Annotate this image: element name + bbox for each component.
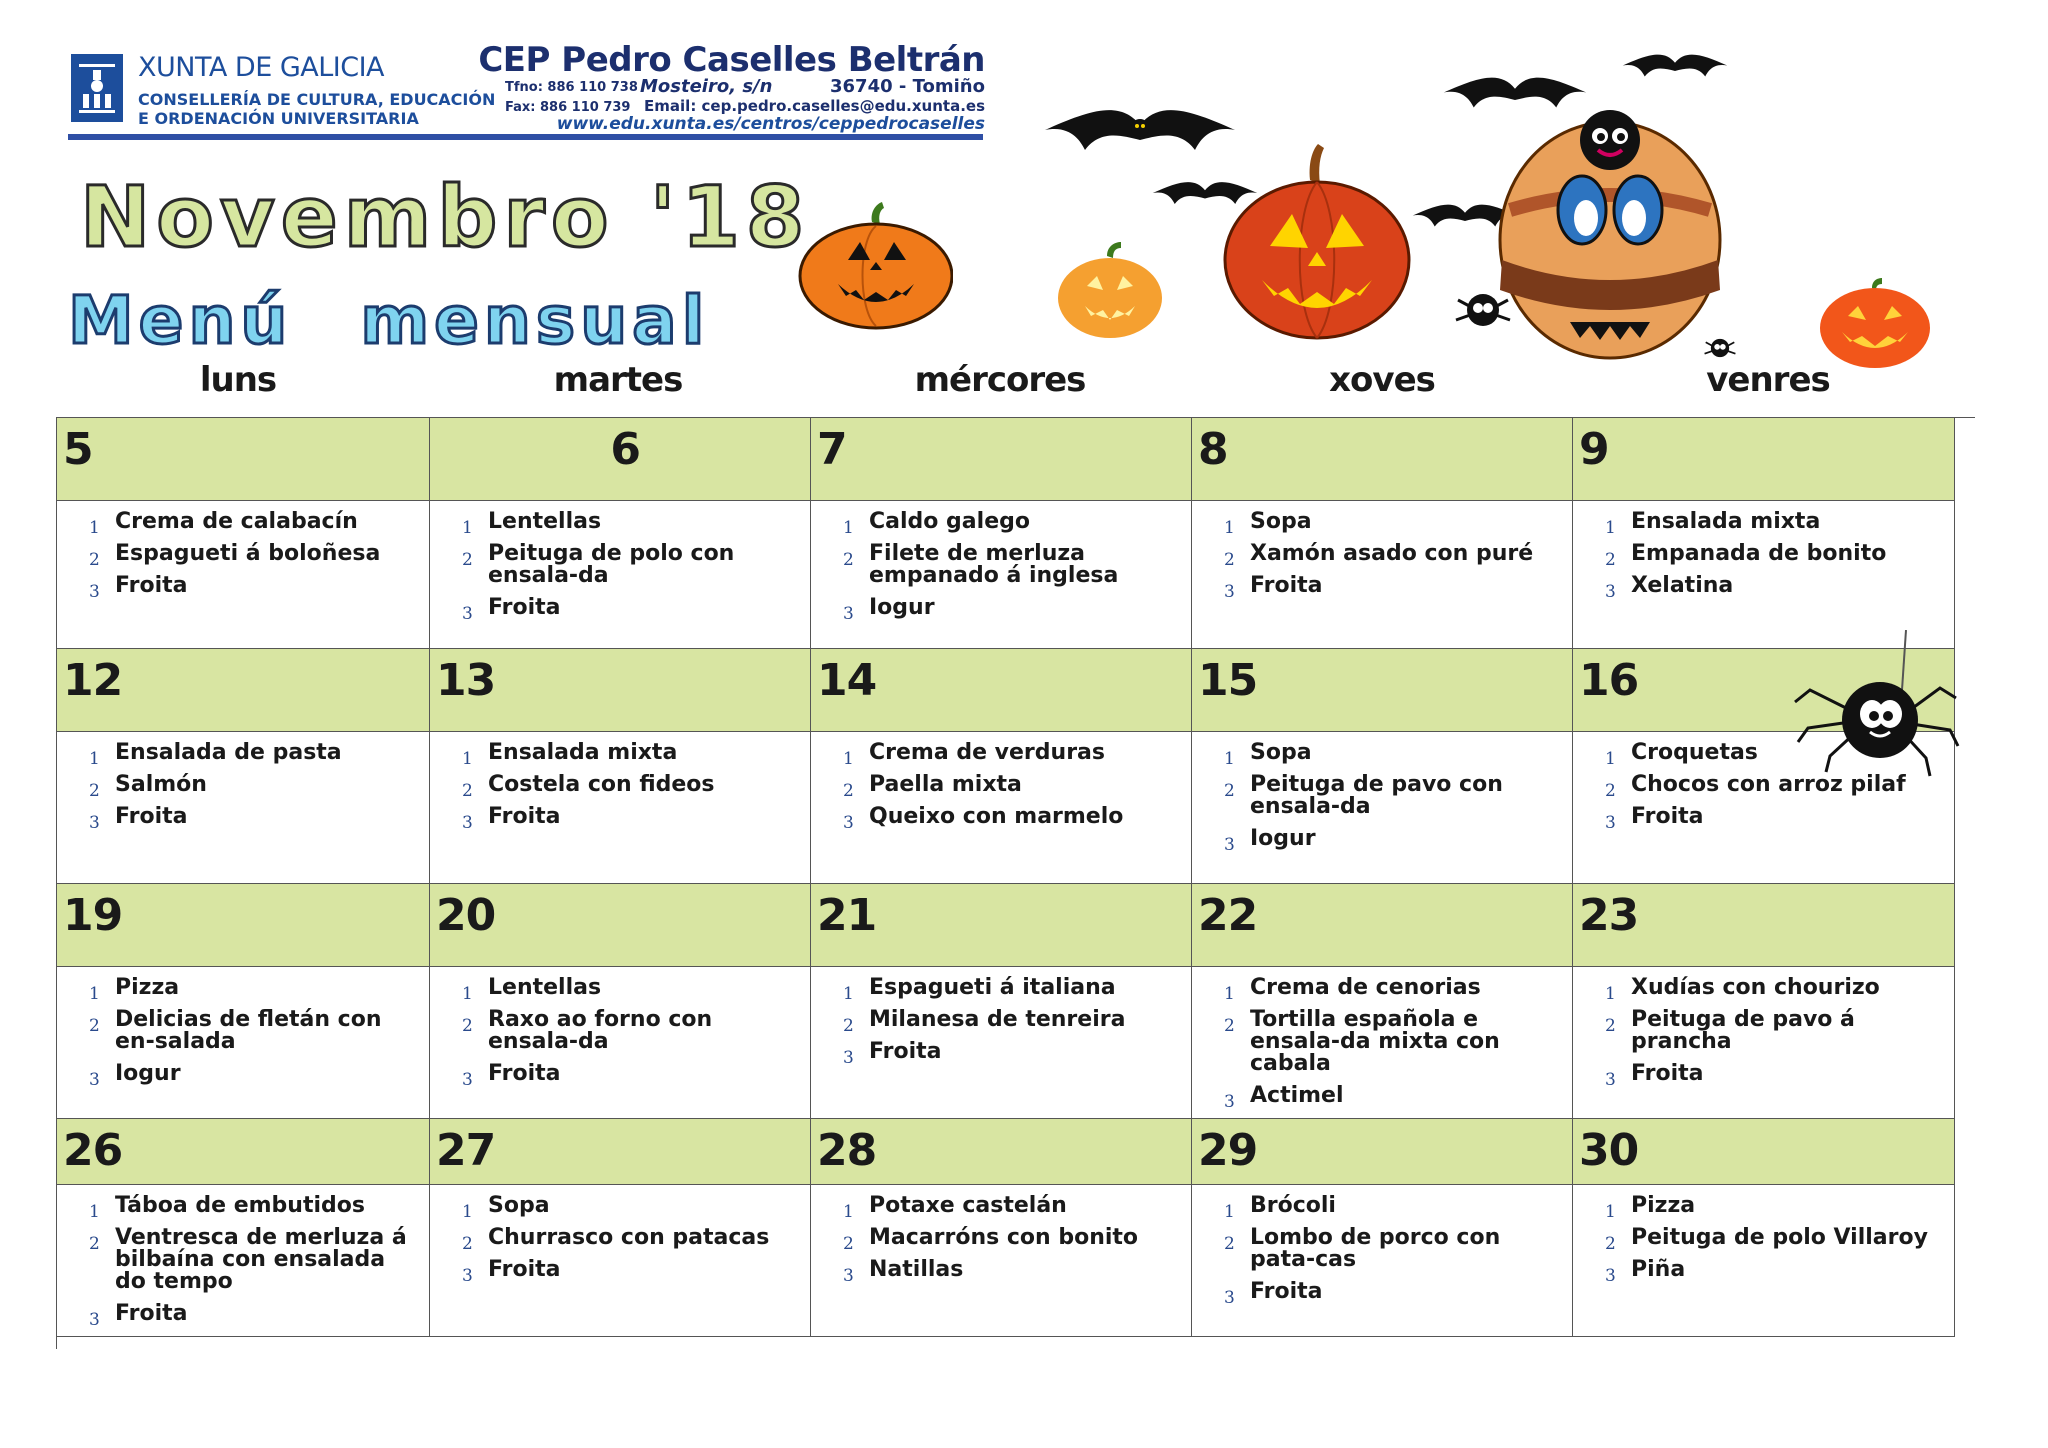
month-title: Novembro '18 bbox=[80, 168, 811, 266]
weekday-martes: martes bbox=[553, 360, 683, 400]
dish-name: Tortilla española e ensala-da mixta con cabala bbox=[1250, 1007, 1500, 1076]
menu-cell bbox=[1573, 1185, 1955, 1337]
day-number: 19 bbox=[63, 890, 123, 941]
day-header-cell bbox=[811, 1119, 1192, 1185]
dish-number: 2 bbox=[1224, 1234, 1235, 1254]
dish-name: Froita bbox=[1250, 573, 1323, 598]
dish-item bbox=[71, 1227, 415, 1293]
menu-cell bbox=[1192, 967, 1573, 1119]
dish-name: Ensalada de pasta bbox=[115, 740, 342, 765]
dish-number: 3 bbox=[1224, 582, 1235, 602]
school-address: Mosteiro, s/n bbox=[640, 76, 773, 97]
dish-number: 2 bbox=[462, 1234, 473, 1254]
menu-cell bbox=[1192, 732, 1573, 884]
dish-number: 2 bbox=[89, 1234, 100, 1254]
dish-number: 1 bbox=[462, 749, 473, 769]
dish-item bbox=[825, 740, 1177, 769]
dish-number: 2 bbox=[843, 550, 854, 570]
dish-item bbox=[71, 1061, 415, 1090]
dish-name: Iogur bbox=[869, 595, 935, 620]
school-phone: Tfno: 886 110 738 bbox=[505, 80, 638, 95]
dish-number: 2 bbox=[1605, 550, 1616, 570]
dish-item bbox=[825, 1257, 1177, 1286]
menu-cell bbox=[1573, 967, 1955, 1119]
dish-name: Pizza bbox=[1631, 1193, 1696, 1218]
dish-name: Crema de verduras bbox=[869, 740, 1105, 765]
menu-cell bbox=[430, 967, 811, 1119]
day-header-cell bbox=[57, 884, 430, 967]
dish-name: Froita bbox=[869, 1039, 942, 1064]
day-header-cell bbox=[1573, 418, 1955, 501]
dish-list bbox=[1206, 742, 1558, 860]
dish-name: Lentellas bbox=[488, 975, 602, 1000]
day-number: 20 bbox=[436, 890, 496, 941]
dish-name: Peituga de polo con ensala-da bbox=[488, 541, 735, 588]
day-header-cell bbox=[811, 884, 1192, 967]
day-header-cell bbox=[1192, 418, 1573, 501]
dish-name: Peituga de pavo con ensala-da bbox=[1250, 772, 1503, 819]
dish-item bbox=[1206, 509, 1558, 538]
dish-item bbox=[825, 975, 1177, 1004]
dish-name: Ensalada mixta bbox=[488, 740, 678, 765]
dish-item bbox=[1206, 774, 1558, 818]
dish-name: Peituga de pavo á prancha bbox=[1631, 1007, 1855, 1054]
dish-name: Sopa bbox=[1250, 740, 1312, 765]
dish-list bbox=[1206, 977, 1558, 1117]
dish-number: 1 bbox=[462, 1202, 473, 1222]
dish-name: Froita bbox=[115, 573, 188, 598]
org-department bbox=[138, 90, 495, 128]
day-header-cell bbox=[430, 884, 811, 967]
dish-number: 3 bbox=[1224, 835, 1235, 855]
dish-number: 3 bbox=[89, 1310, 100, 1330]
xunta-de-galicia-logo-block bbox=[68, 52, 496, 132]
weekday-mercores: mércores bbox=[914, 360, 1086, 400]
dish-name: Xamón asado con puré bbox=[1250, 541, 1534, 566]
dish-item bbox=[444, 1225, 796, 1254]
dish-list bbox=[1587, 511, 1940, 607]
dish-name: Xudías con chourizo bbox=[1631, 975, 1880, 1000]
day-number: 22 bbox=[1198, 890, 1258, 941]
menu-cell bbox=[57, 501, 430, 649]
dish-number: 3 bbox=[89, 1070, 100, 1090]
dish-number: 2 bbox=[89, 781, 100, 801]
dish-number: 1 bbox=[1224, 749, 1235, 769]
spider-icon bbox=[1790, 630, 1960, 780]
dish-name: Churrasco con patacas bbox=[488, 1225, 770, 1250]
pumpkin-icon bbox=[1818, 276, 1933, 371]
dish-number: 1 bbox=[89, 1202, 100, 1222]
dish-item bbox=[1587, 1225, 1940, 1254]
dish-item bbox=[71, 740, 415, 769]
dish-item bbox=[1587, 573, 1940, 602]
dish-number: 1 bbox=[843, 518, 854, 538]
school-name: CEP Pedro Caselles Beltrán bbox=[478, 40, 985, 80]
org-dept-line1: CONSELLERÍA DE CULTURA, EDUCACIÓN bbox=[138, 90, 496, 109]
dish-name: Lentellas bbox=[488, 509, 602, 534]
dish-number: 2 bbox=[462, 1016, 473, 1036]
dish-item bbox=[1206, 1227, 1558, 1271]
menu-cell bbox=[430, 1185, 811, 1337]
dish-item bbox=[825, 1039, 1177, 1068]
day-header-cell bbox=[430, 649, 811, 732]
dish-number: 3 bbox=[1605, 582, 1616, 602]
menu-cell bbox=[57, 1185, 430, 1337]
dish-number: 1 bbox=[89, 984, 100, 1004]
day-number: 29 bbox=[1198, 1125, 1258, 1176]
pumpkin-icon bbox=[1055, 240, 1165, 340]
school-info bbox=[478, 40, 985, 135]
dish-name: Raxo ao forno con ensala-da bbox=[488, 1007, 713, 1054]
dish-name: Sopa bbox=[1250, 509, 1312, 534]
dish-number: 1 bbox=[843, 1202, 854, 1222]
dish-name: Crema de cenorias bbox=[1250, 975, 1481, 1000]
dish-item bbox=[1206, 1083, 1558, 1112]
dish-item bbox=[1206, 573, 1558, 602]
header-divider bbox=[68, 134, 983, 140]
dish-item bbox=[825, 509, 1177, 538]
dish-number: 2 bbox=[89, 550, 100, 570]
dish-item bbox=[1587, 541, 1940, 570]
dish-number: 3 bbox=[89, 813, 100, 833]
dish-number: 3 bbox=[843, 1048, 854, 1068]
dish-name: Espagueti á boloñesa bbox=[115, 541, 381, 566]
dish-item bbox=[71, 975, 415, 1004]
dish-list bbox=[1206, 511, 1558, 607]
dish-item bbox=[71, 573, 415, 602]
dish-item bbox=[825, 1007, 1177, 1036]
dish-item bbox=[1587, 509, 1940, 538]
dish-item bbox=[1206, 1193, 1558, 1222]
day-number: 7 bbox=[817, 424, 847, 475]
dish-list bbox=[444, 742, 796, 838]
dish-number: 1 bbox=[1605, 749, 1616, 769]
bat-icon bbox=[1040, 70, 1240, 170]
dish-name: Macarróns con bonito bbox=[869, 1225, 1139, 1250]
org-name: XUNTA DE GALICIA bbox=[138, 52, 385, 83]
dish-number: 1 bbox=[462, 984, 473, 1004]
day-header-cell bbox=[57, 1119, 430, 1185]
dish-item bbox=[825, 1193, 1177, 1222]
dish-number: 2 bbox=[462, 550, 473, 570]
menu-cell bbox=[430, 501, 811, 649]
pumpkin-icon bbox=[1222, 140, 1412, 340]
dish-number: 1 bbox=[1605, 1202, 1616, 1222]
dish-name: Potaxe castelán bbox=[869, 1193, 1067, 1218]
dish-list bbox=[825, 742, 1177, 838]
dish-name: Filete de merluza empanado á inglesa bbox=[869, 541, 1119, 588]
menu-cell bbox=[811, 967, 1192, 1119]
dish-list bbox=[1206, 1195, 1558, 1313]
dish-number: 3 bbox=[462, 604, 473, 624]
dish-name: Queixo con marmelo bbox=[869, 804, 1124, 829]
dish-item bbox=[444, 543, 796, 587]
dish-name: Ensalada mixta bbox=[1631, 509, 1821, 534]
dish-number: 3 bbox=[843, 1266, 854, 1286]
school-zip-city: 36740 - Tomiño bbox=[830, 76, 985, 97]
dish-name: Caldo galego bbox=[869, 509, 1030, 534]
day-number: 15 bbox=[1198, 655, 1258, 706]
day-header-cell bbox=[1573, 884, 1955, 967]
dish-item bbox=[825, 1225, 1177, 1254]
dish-list bbox=[71, 742, 415, 838]
dish-name: Empanada de bonito bbox=[1631, 541, 1887, 566]
dish-name: Froita bbox=[115, 804, 188, 829]
dish-name: Actimel bbox=[1250, 1083, 1344, 1108]
dish-item bbox=[444, 595, 796, 624]
dish-item bbox=[71, 509, 415, 538]
day-header-cell bbox=[57, 418, 430, 501]
spider-icon bbox=[1448, 280, 1518, 340]
dish-item bbox=[1206, 1279, 1558, 1308]
dish-name: Natillas bbox=[869, 1257, 964, 1282]
dish-item bbox=[444, 1009, 796, 1053]
dish-list bbox=[825, 511, 1177, 629]
dish-number: 2 bbox=[843, 781, 854, 801]
day-number: 21 bbox=[817, 890, 877, 941]
dish-number: 2 bbox=[843, 1016, 854, 1036]
dish-list bbox=[825, 1195, 1177, 1291]
dish-number: 2 bbox=[843, 1234, 854, 1254]
dish-list bbox=[71, 511, 415, 607]
dish-item bbox=[1206, 975, 1558, 1004]
dish-item bbox=[1206, 740, 1558, 769]
dish-number: 3 bbox=[462, 1070, 473, 1090]
dish-number: 3 bbox=[1605, 1266, 1616, 1286]
dish-number: 1 bbox=[1605, 984, 1616, 1004]
day-header-cell bbox=[811, 649, 1192, 732]
dish-number: 3 bbox=[89, 582, 100, 602]
dish-list bbox=[444, 1195, 796, 1291]
dish-item bbox=[1587, 1257, 1940, 1286]
day-number: 8 bbox=[1198, 424, 1228, 475]
menu-cell bbox=[1192, 1185, 1573, 1337]
dish-number: 2 bbox=[1224, 781, 1235, 801]
dish-name: Piña bbox=[1631, 1257, 1686, 1282]
dish-number: 1 bbox=[1224, 518, 1235, 538]
day-number: 16 bbox=[1579, 655, 1639, 706]
day-header-cell bbox=[1192, 884, 1573, 967]
day-number: 28 bbox=[817, 1125, 877, 1176]
day-header-cell bbox=[430, 418, 811, 501]
dish-item bbox=[444, 975, 796, 1004]
dish-item bbox=[71, 541, 415, 570]
dish-name: Brócoli bbox=[1250, 1193, 1336, 1218]
org-dept-line2: E ORDENACIÓN UNIVERSITARIA bbox=[138, 109, 419, 128]
dish-item bbox=[444, 804, 796, 833]
dish-item bbox=[825, 595, 1177, 624]
dish-number: 2 bbox=[1224, 550, 1235, 570]
day-number: 30 bbox=[1579, 1125, 1639, 1176]
weekday-venres: venres bbox=[1706, 360, 1830, 400]
day-number: 12 bbox=[63, 655, 123, 706]
dish-item bbox=[825, 804, 1177, 833]
menu-cell bbox=[811, 501, 1192, 649]
dish-name: Croquetas bbox=[1631, 740, 1758, 765]
dish-name: Ventresca de merluza á bilbaína con ensalada do tempo bbox=[115, 1225, 407, 1294]
dish-item bbox=[444, 1257, 796, 1286]
dish-item bbox=[444, 509, 796, 538]
dish-item bbox=[1587, 1061, 1940, 1090]
dish-name: Froita bbox=[488, 1257, 561, 1282]
dish-name: Iogur bbox=[1250, 826, 1316, 851]
dish-name: Costela con fideos bbox=[488, 772, 715, 797]
dish-number: 1 bbox=[1224, 984, 1235, 1004]
xunta-logo-icon bbox=[71, 54, 123, 122]
dish-number: 3 bbox=[462, 813, 473, 833]
dish-name: Espagueti á italiana bbox=[869, 975, 1116, 1000]
dish-item bbox=[1587, 1009, 1940, 1053]
dish-list bbox=[71, 1195, 415, 1335]
day-number: 6 bbox=[610, 424, 640, 475]
dish-name: Peituga de polo Villaroy bbox=[1631, 1225, 1928, 1250]
dish-number: 2 bbox=[1605, 1016, 1616, 1036]
bat-icon bbox=[1620, 30, 1730, 90]
school-fax: Fax: 886 110 739 bbox=[505, 100, 631, 115]
day-number: 13 bbox=[436, 655, 496, 706]
menu-cell bbox=[811, 1185, 1192, 1337]
dish-number: 2 bbox=[1605, 1234, 1616, 1254]
dish-number: 3 bbox=[1605, 813, 1616, 833]
weekday-xoves: xoves bbox=[1329, 360, 1435, 400]
dish-number: 3 bbox=[1605, 1070, 1616, 1090]
dish-item bbox=[825, 772, 1177, 801]
weekday-luns: luns bbox=[199, 360, 277, 400]
dish-number: 2 bbox=[1605, 781, 1616, 801]
dish-number: 3 bbox=[843, 813, 854, 833]
day-header-cell bbox=[1573, 1119, 1955, 1185]
dish-number: 2 bbox=[89, 1016, 100, 1036]
dish-item bbox=[71, 804, 415, 833]
day-number: 27 bbox=[436, 1125, 496, 1176]
day-number: 5 bbox=[63, 424, 93, 475]
dish-item bbox=[1206, 826, 1558, 855]
dish-item bbox=[71, 1301, 415, 1330]
menu-cell bbox=[57, 967, 430, 1119]
dish-number: 1 bbox=[1605, 518, 1616, 538]
day-number: 26 bbox=[63, 1125, 123, 1176]
dish-number: 2 bbox=[1224, 1016, 1235, 1036]
dish-number: 1 bbox=[89, 749, 100, 769]
dish-number: 3 bbox=[462, 1266, 473, 1286]
dish-number: 2 bbox=[462, 781, 473, 801]
dish-number: 1 bbox=[843, 749, 854, 769]
menu-cell bbox=[1573, 501, 1955, 649]
menu-calendar-grid bbox=[56, 417, 1975, 1349]
dish-list bbox=[1587, 977, 1940, 1095]
dish-name: Salmón bbox=[115, 772, 207, 797]
dish-name: Froita bbox=[115, 1301, 188, 1326]
dish-list bbox=[71, 977, 415, 1095]
dish-name: Lombo de porco con pata-cas bbox=[1250, 1225, 1501, 1272]
dish-item bbox=[444, 772, 796, 801]
dish-name: Iogur bbox=[115, 1061, 181, 1086]
day-number: 23 bbox=[1579, 890, 1639, 941]
menu-cell bbox=[57, 732, 430, 884]
dish-name: Froita bbox=[1250, 1279, 1323, 1304]
dish-number: 1 bbox=[843, 984, 854, 1004]
dish-name: Paella mixta bbox=[869, 772, 1022, 797]
dish-name: Crema de calabacín bbox=[115, 509, 358, 534]
dish-name: Táboa de embutidos bbox=[115, 1193, 365, 1218]
dish-list bbox=[1587, 1195, 1940, 1291]
menu-cell bbox=[1192, 501, 1573, 649]
dish-name: Froita bbox=[488, 804, 561, 829]
dish-item bbox=[1587, 975, 1940, 1004]
dish-name: Chocos con arroz pilaf bbox=[1631, 772, 1906, 797]
dish-item bbox=[1587, 1193, 1940, 1222]
day-header-cell bbox=[1192, 1119, 1573, 1185]
menu-cell bbox=[811, 732, 1192, 884]
dish-name: Froita bbox=[488, 595, 561, 620]
dish-item bbox=[1206, 541, 1558, 570]
day-header-cell bbox=[430, 1119, 811, 1185]
menu-cell bbox=[430, 732, 811, 884]
day-header-cell bbox=[57, 649, 430, 732]
dish-item bbox=[444, 1061, 796, 1090]
dish-item bbox=[444, 1193, 796, 1222]
day-header-cell bbox=[1192, 649, 1573, 732]
dish-name: Froita bbox=[1631, 804, 1704, 829]
dish-list bbox=[444, 511, 796, 629]
pumpkin-icon bbox=[798, 200, 953, 330]
dish-item bbox=[1587, 804, 1940, 833]
dish-name: Milanesa de tenreira bbox=[869, 1007, 1126, 1032]
dish-number: 1 bbox=[462, 518, 473, 538]
dish-item bbox=[825, 543, 1177, 587]
dish-name: Sopa bbox=[488, 1193, 550, 1218]
dish-number: 1 bbox=[89, 518, 100, 538]
school-email: Email: cep.pedro.caselles@edu.xunta.es bbox=[644, 97, 985, 115]
dish-name: Delicias de fletán con en-salada bbox=[115, 1007, 382, 1054]
dish-list bbox=[825, 977, 1177, 1073]
dish-number: 1 bbox=[1224, 1202, 1235, 1222]
menu-subtitle: Menú mensual bbox=[68, 282, 710, 359]
dish-number: 3 bbox=[843, 604, 854, 624]
dish-item bbox=[444, 740, 796, 769]
day-header-cell bbox=[811, 418, 1192, 501]
school-website-link[interactable]: www.edu.xunta.es/centros/ceppedrocaselles bbox=[556, 114, 985, 134]
dish-name: Pizza bbox=[115, 975, 180, 1000]
day-number: 9 bbox=[1579, 424, 1609, 475]
dish-name: Froita bbox=[1631, 1061, 1704, 1086]
dish-list bbox=[444, 977, 796, 1095]
dish-item bbox=[71, 1193, 415, 1222]
dish-item bbox=[1206, 1009, 1558, 1075]
day-number: 14 bbox=[817, 655, 877, 706]
dish-name: Xelatina bbox=[1631, 573, 1734, 598]
dish-item bbox=[71, 772, 415, 801]
dish-number: 3 bbox=[1224, 1092, 1235, 1112]
dish-name: Froita bbox=[488, 1061, 561, 1086]
dish-number: 3 bbox=[1224, 1288, 1235, 1308]
dish-item bbox=[71, 1009, 415, 1053]
